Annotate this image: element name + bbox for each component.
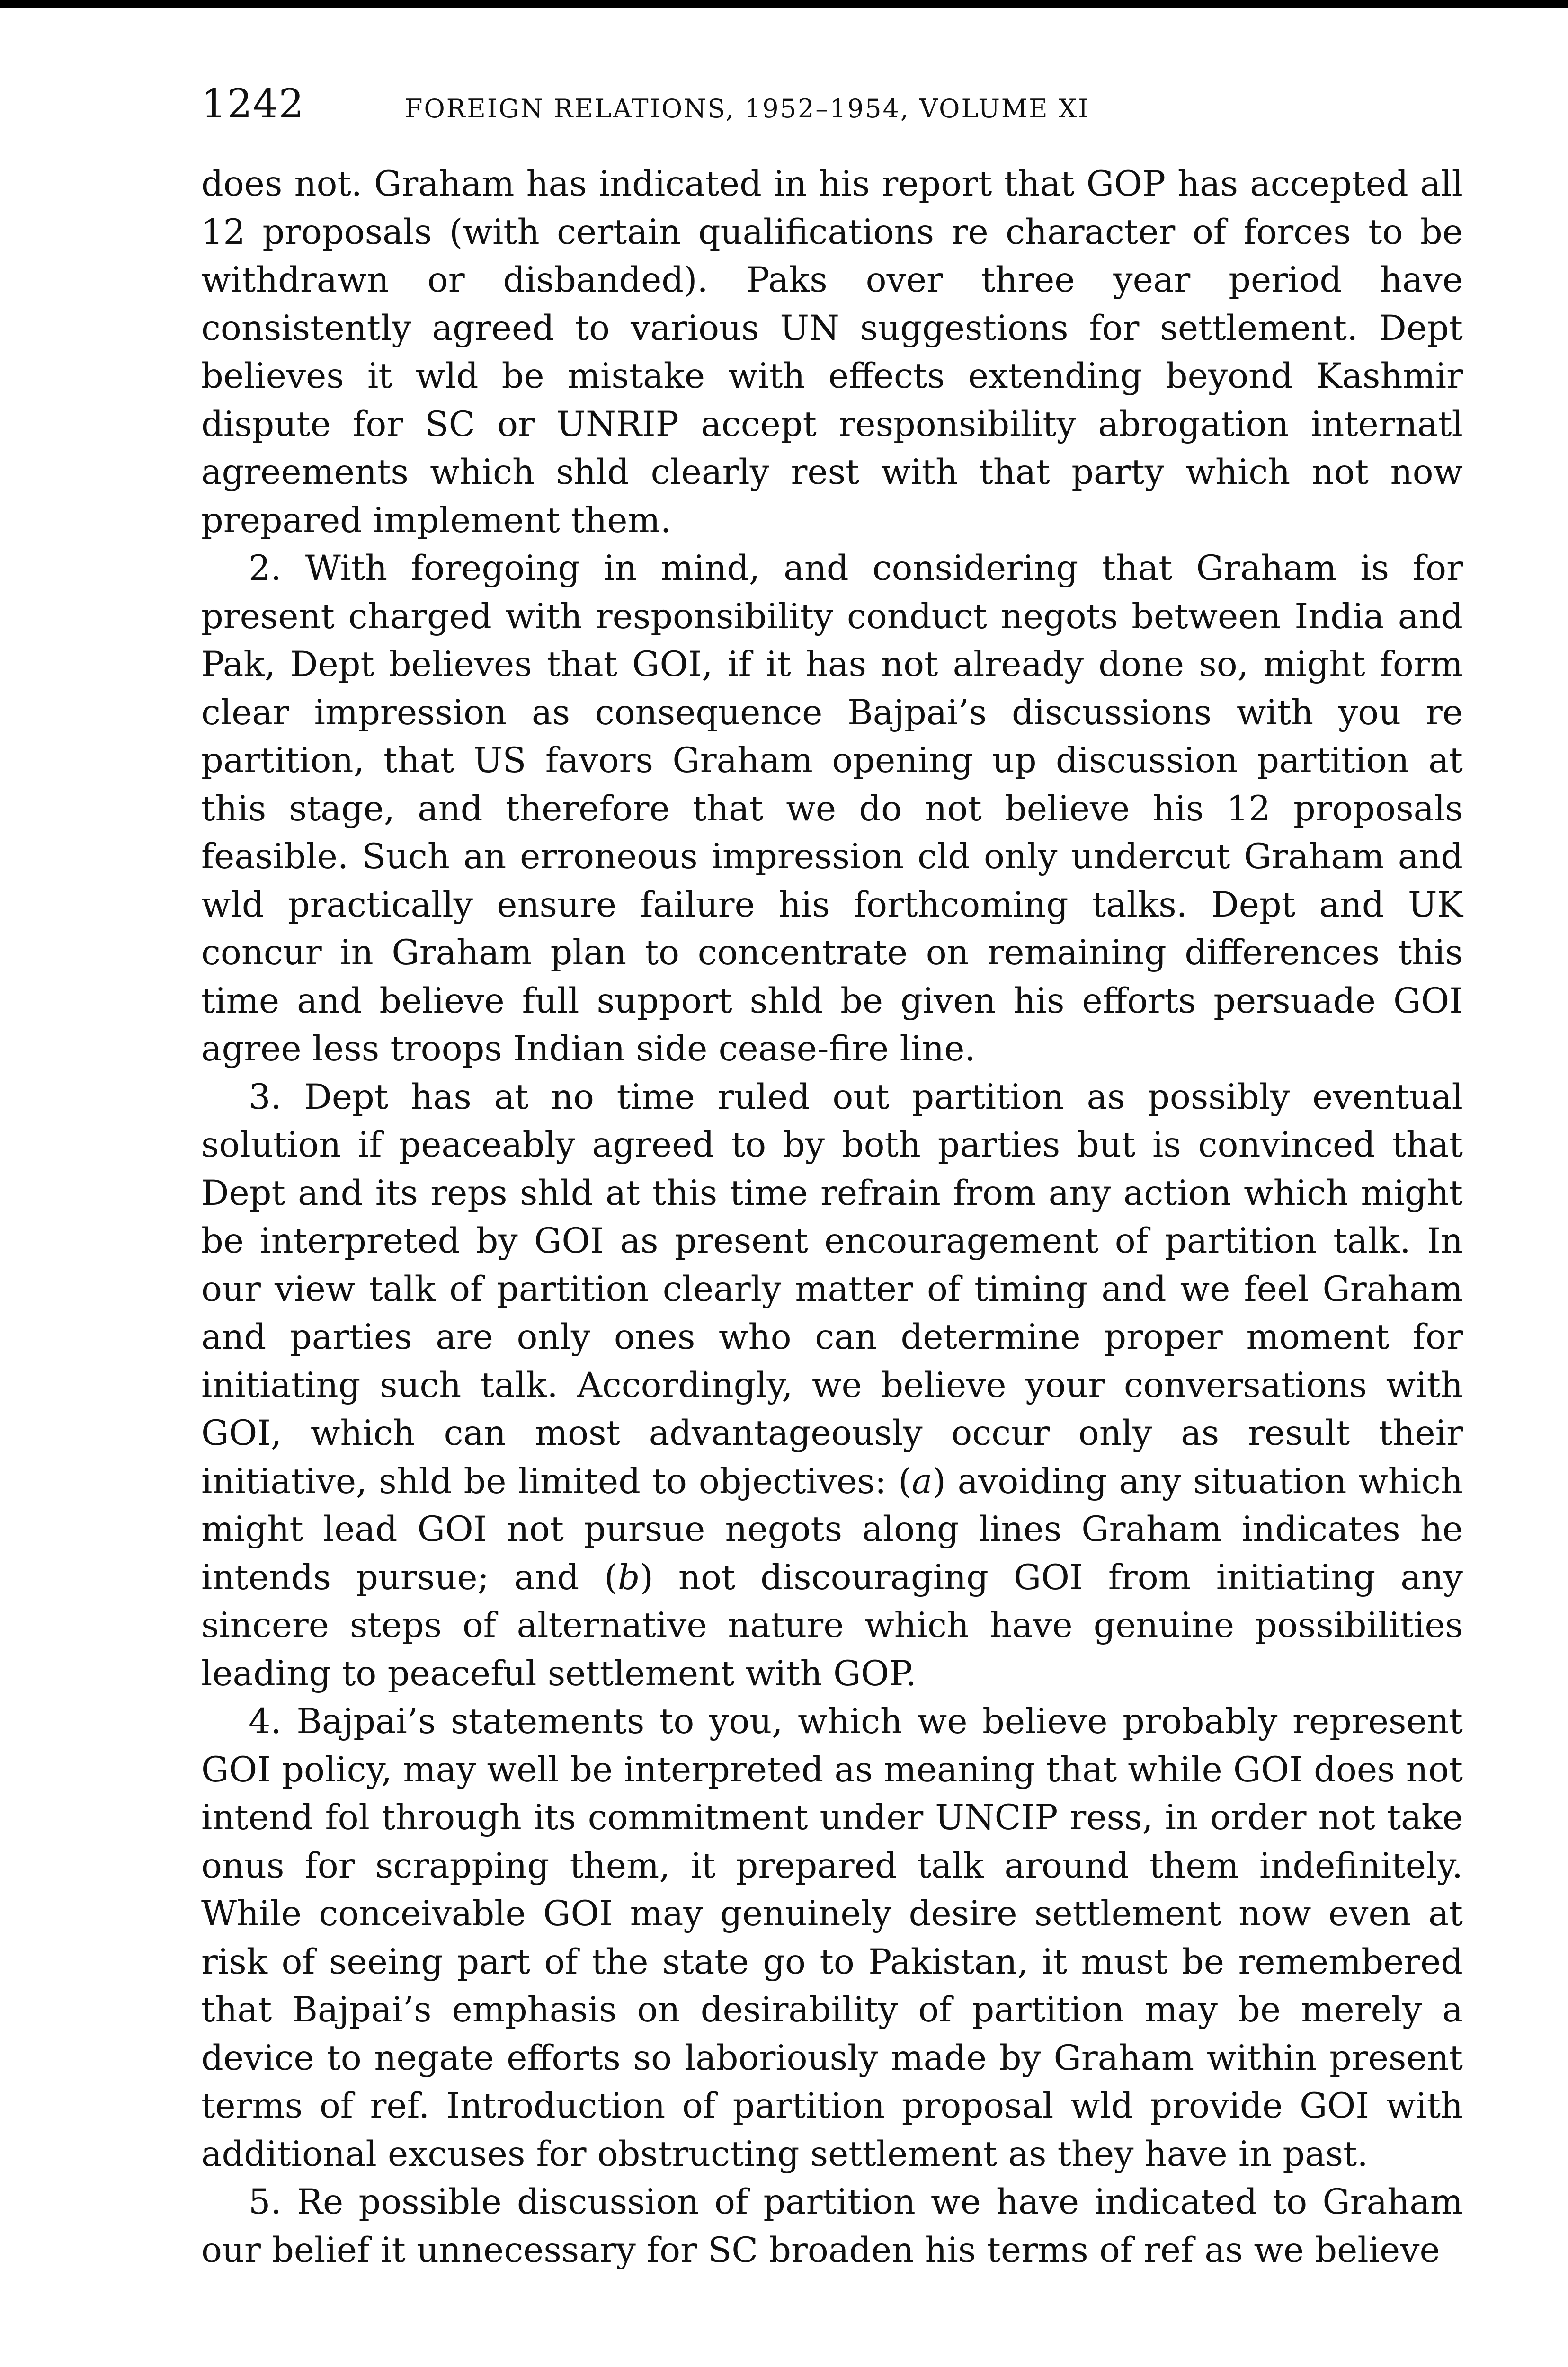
paragraph-3-part-2: ) avoiding any situation which might lead GOI not pursue negots along lines Graham indicates he intends pursue; and ( xyxy=(201,1461,1463,1598)
list-marker-b: b xyxy=(617,1557,640,1598)
paragraph-3 xyxy=(201,1073,1463,1698)
running-head xyxy=(201,80,1463,156)
document-page xyxy=(201,80,1463,2274)
page-top-edge xyxy=(0,0,1568,8)
body-text xyxy=(201,160,1463,2274)
paragraph-5: 5. Re possible discussion of partition we have indicated to Graham our belief it unnecessary for SC broaden his terms of ref as we believe xyxy=(201,2182,1463,2270)
paragraph-4: 4. Bajpai’s statements to you, which we believe probably represent GOI policy, may well be interpreted as meaning that while GOI does not intend fol through its commitment under UNCIP ress, in order not take onus for scrapping them, it prepared talk around them indefinitely. While conceivable GOI may genuinely desire settlement now even at risk of seeing part of the state go to Pakistan, it must be remembered that Bajpai’s emphasis on desirability of partition may be merely a device to negate efforts so laboriously made by Graham within present terms of ref. Introduction of partition proposal wld provide GOI with additional excuses for obstructing settlement as they have in past. xyxy=(201,1701,1463,2174)
list-marker-a: a xyxy=(911,1461,933,1502)
paragraph-2: 2. With foregoing in mind, and considering that Graham is for present charged with responsibility conduct negots between India and Pak, Dept believes that GOI, if it has not already done so, might form clear impression as consequence Bajpai’s discussions with you re partition, that US favors Graham opening up discussion partition at this stage, and therefore that we do not believe his 12 proposals feasible. Such an erroneous impression cld only undercut Graham and wld practically ensure failure his forthcoming talks. Dept and UK concur in Graham plan to concentrate on remaining differences this time and believe full support shld be given his efforts persuade GOI agree less troops Indian side cease-fire line. xyxy=(201,548,1463,1069)
running-title: FOREIGN RELATIONS, 1952–1954, VOLUME XI xyxy=(405,94,1090,124)
paragraph-3-part-1: 3. Dept has at no time ruled out partition as possibly eventual solution if peaceably agreed to by both parties but is convinced that Dept and its reps shld at this time refrain from any action which might be interpreted by GOI as present encouragement of partition talk. In our view talk of partition clearly matter of timing and we feel Graham and parties are only ones who can determine proper moment for initiating such talk. Accordingly, we believe your conversations with GOI, which can most advantageously occur only as result their initiative, shld be limited to objectives: ( xyxy=(201,1077,1463,1502)
paragraph-3-part-3: ) not discouraging GOI from initiating any sincere steps of alternative nature which have genuine possibilities leading to peaceful settlement with GOP. xyxy=(201,1557,1463,1694)
page-number: 1242 xyxy=(201,80,304,127)
paragraph-1-continued: does not. Graham has indicated in his report that GOP has accepted all 12 proposals (with certain qualifications re character of forces to be withdrawn or disbanded). Paks over three year period have consistently agreed to various UN suggestions for settlement. Dept believes it wld be mistake with effects extending beyond Kashmir dispute for SC or UNRIP accept responsibility abrogation internatl agreements which shld clearly rest with that party which not now prepared implement them. xyxy=(201,164,1463,541)
